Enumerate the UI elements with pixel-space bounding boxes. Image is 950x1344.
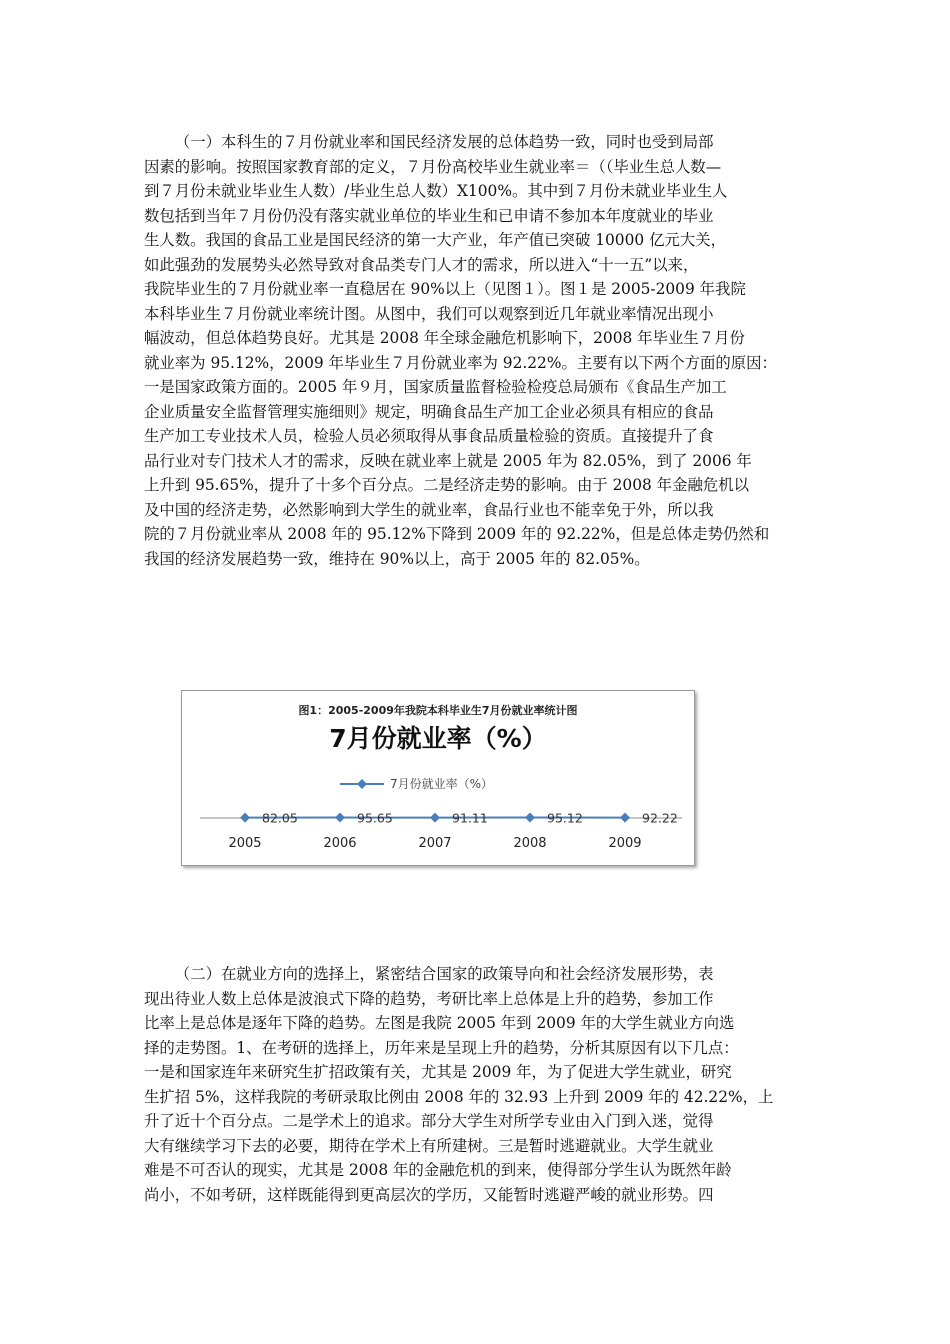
data-label: 95.65 — [357, 810, 393, 826]
paragraph-employment-rate — [144, 130, 804, 571]
text-line: 到７月份未就业毕业生人数）/毕业生总人数）X100%。其中到７月份未就业毕业生人 — [144, 182, 728, 200]
chart-canvas — [182, 691, 694, 865]
text-line: 生扩招 5%，这样我院的考研录取比例由 2008 年的 32.93 上升到 2009 年的 42.22%，上 — [144, 1087, 774, 1106]
text-line: 幅波动，但总体趋势良好。尤其是 2008 年全球金融危机影响下，2008 年毕业生７月份 — [144, 329, 745, 347]
data-point — [335, 813, 345, 823]
text-line: 上升到 95.65%，提升了十多个百分点。二是经济走势的影响。由于 2008 年金融危机以 — [144, 476, 750, 494]
text-line: 一是国家政策方面的。2005 年９月，国家质量监督检验检疫总局颁布《食品生产加工 — [144, 378, 727, 396]
data-label: 92.22 — [642, 810, 678, 826]
legend-marker — [357, 779, 367, 789]
text-line: 一是和国家连年来研究生扩招政策有关，尤其是 2009 年，为了促进大学生就业，研究 — [144, 1063, 732, 1081]
text-line: 品行业对专门技术人才的需求，反映在就业率上就是 2005 年为 82.05%，到了 2006 年 — [144, 451, 752, 470]
data-point — [525, 813, 535, 823]
data-label: 91.11 — [452, 810, 488, 826]
x-tick-label: 2006 — [323, 836, 357, 851]
x-tick-label: 2007 — [418, 836, 452, 851]
paragraph-career-direction — [144, 962, 804, 1207]
text-line: 比率上是总体是逐年下降的趋势。左图是我院 2005 年到 2009 年的大学生就业方向选 — [144, 1014, 735, 1032]
text-line: 生产加工专业技术人员，检验人员必须取得从事食品质量检验的资质。直接提升了食 — [144, 427, 714, 445]
x-tick-label: 2009 — [608, 836, 642, 851]
text-line: 及中国的经济走势，必然影响到大学生的就业率，食品行业也不能幸免于外，所以我 — [144, 500, 714, 519]
text-line: 择的走势图。1、在考研的选择上，历年来是呈现上升的趋势，分析其原因有以下几点： — [144, 1038, 739, 1057]
text-line: 企业质量安全监督管理实施细则》规定，明确食品生产加工企业必须具有相应的食品 — [144, 402, 714, 421]
text-line: 就业率为 95.12%，2009 年毕业生７月份就业率为 92.22%。主要有以下两个方面的原因： — [144, 353, 777, 372]
text-line: 因素的影响。按照国家教育部的定义，７月份高校毕业生就业率＝（（毕业生总人数— — [144, 157, 722, 176]
text-line: 我院毕业生的７月份就业率一直稳居在 90%以上（见图１）。图１是 2005-2009 年我院 — [144, 280, 746, 298]
chart-title: 7月份就业率（%） — [329, 724, 547, 753]
text-line: 难是不可否认的现实，尤其是 2008 年的金融危机的到来，使得部分学生认为既然年龄 — [144, 1161, 732, 1179]
x-tick-label: 2008 — [513, 836, 547, 851]
text-line: 本科毕业生７月份就业率统计图。从图中，我们可以观察到近几年就业率情况出现小 — [144, 304, 714, 323]
text-line: 大有继续学习下去的必要，期待在学术上有所建树。三是暂时逃避就业。大学生就业 — [144, 1136, 714, 1155]
text-line: 现出待业人数上总体是波浪式下降的趋势，考研比率上总体是上升的趋势，参加工作 — [144, 989, 714, 1008]
data-point — [240, 813, 250, 823]
chart-supertitle: 图1：2005-2009年我院本科毕业生7月份就业率统计图 — [298, 704, 578, 717]
text-line: 尚小，不如考研，这样既能得到更高层次的学历，又能暂时逃避严峻的就业形势。四 — [144, 1185, 714, 1204]
x-tick-label: 2005 — [228, 836, 262, 851]
text-line: 生人数。我国的食品工业是国民经济的第一大产业，年产值已突破 10000 亿元大关， — [144, 231, 727, 249]
data-point — [620, 813, 630, 823]
text-line: 数包括到当年７月份仍没有落实就业单位的毕业生和已申请不参加本年度就业的毕业 — [144, 206, 714, 225]
text-line: 如此强劲的发展势头必然导致对食品类专门人才的需求，所以进入“十一五”以来， — [144, 255, 699, 274]
data-label: 82.05 — [262, 810, 298, 826]
employment-rate-chart — [181, 690, 695, 866]
data-label: 95.12 — [547, 810, 583, 826]
data-point — [430, 813, 440, 823]
text-line: （一）本科生的７月份就业率和国民经济发展的总体趋势一致，同时也受到局部 — [174, 133, 714, 151]
text-line: 升了近十个百分点。二是学术上的追求。部分大学生对所学专业由入门到入迷，觉得 — [144, 1112, 714, 1130]
legend-label: 7月份就业率（%） — [390, 777, 494, 791]
text-line: （二）在就业方向的选择上，紧密结合国家的政策导向和社会经济发展形势，表 — [174, 965, 714, 983]
text-line: 院的７月份就业率从 2008 年的 95.12%下降到 2009 年的 92.22%，但是总体走势仍然和 — [144, 525, 770, 543]
text-line: 我国的经济发展趋势一致，维持在 90%以上，高于 2005 年的 82.05%。 — [144, 549, 650, 568]
